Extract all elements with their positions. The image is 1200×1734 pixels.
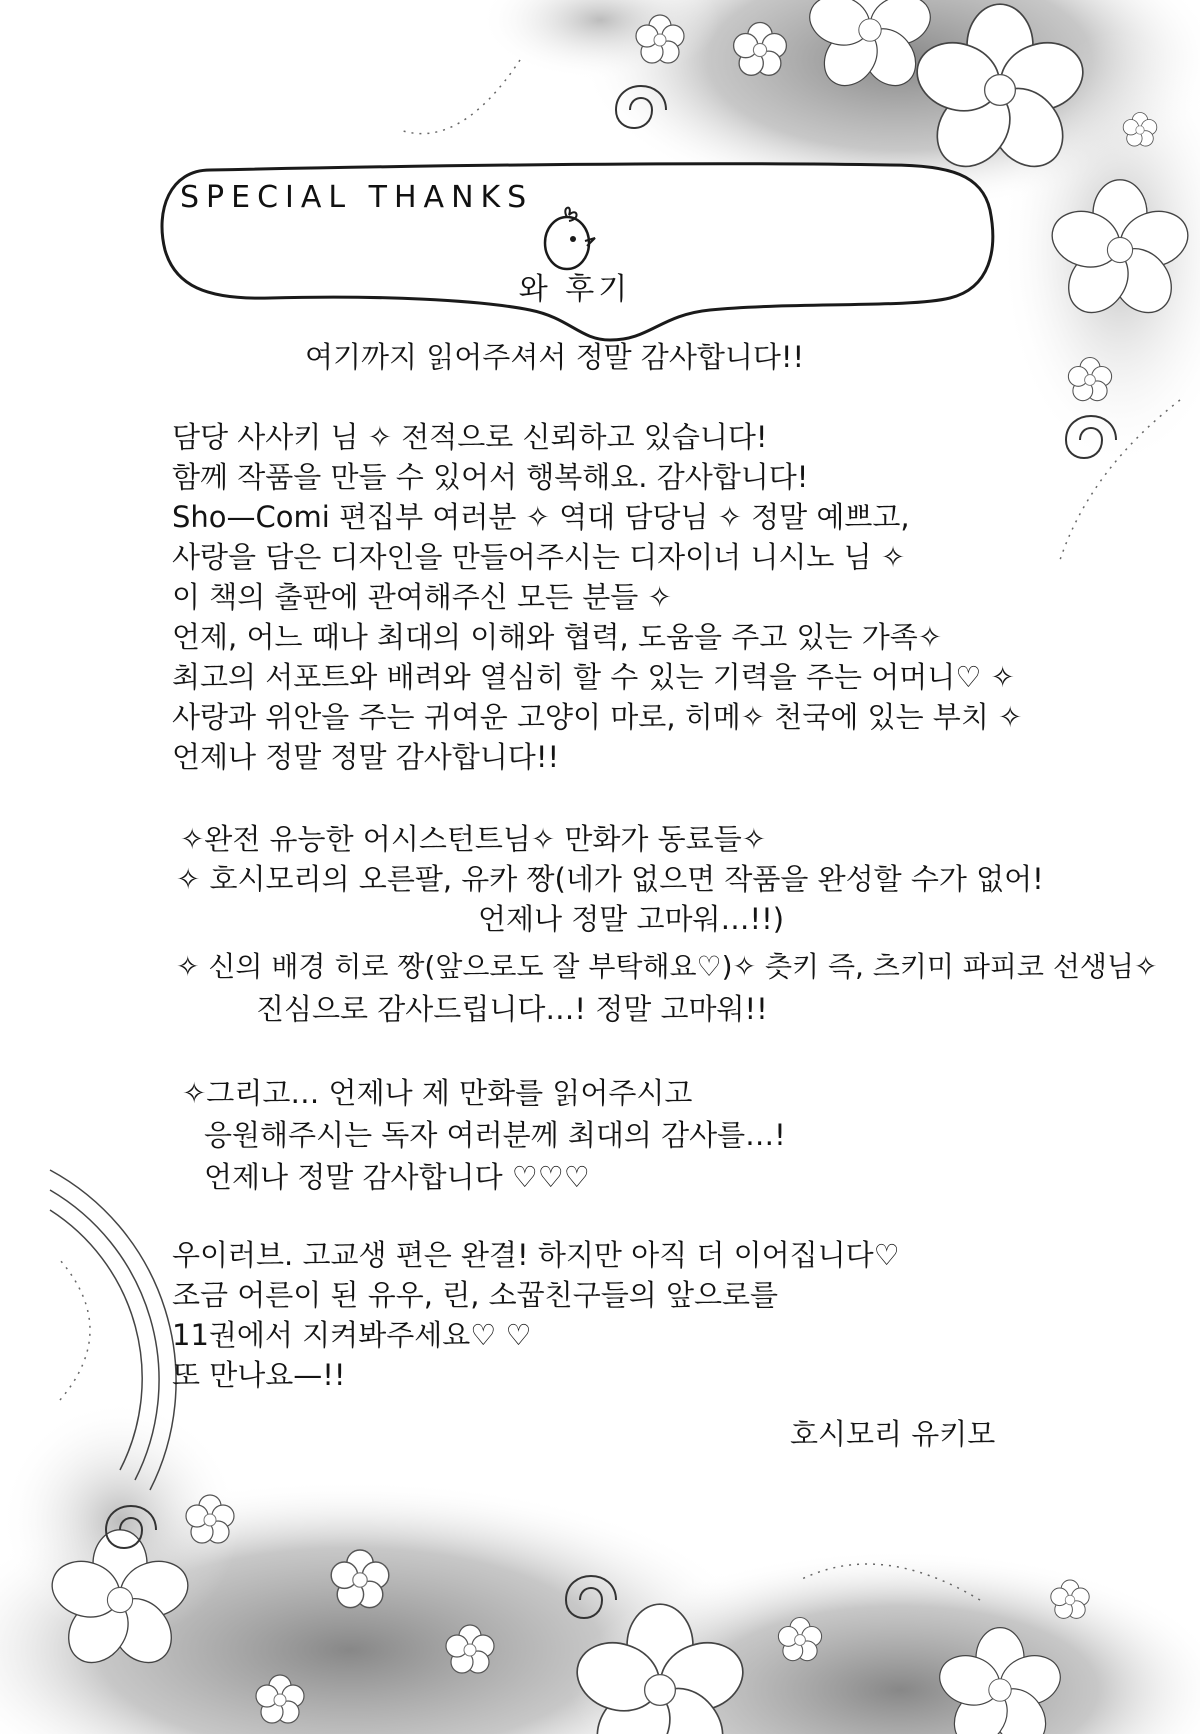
page-title: SPECIAL THANKS [180, 180, 534, 215]
text-line: Sho—Comi 편집부 여러분 ✧ 역대 담당님 ✧ 정말 예쁘고, [172, 500, 910, 534]
text-line: 응원해주시는 독자 여러분께 최대의 감사를…! [204, 1118, 786, 1152]
text-line: 또 만나요—!! [172, 1358, 346, 1392]
text-line: 11권에서 지켜봐주세요♡ ♡ [172, 1318, 532, 1352]
text-line: ✧ 신의 배경 히로 짱(앞으로도 잘 부탁해요♡)✧ 츳키 즉, 츠키미 파피코 선생님✧ [176, 950, 1158, 983]
text-line: ✧ 호시모리의 오른팔, 유카 짱(네가 없으면 작품을 완성할 수가 없어! [176, 862, 1044, 896]
text-line: 언제, 어느 때나 최대의 이해와 협력, 도움을 주고 있는 가족✧ [172, 620, 943, 654]
text-line: 함께 작품을 만들 수 있어서 행복해요. 감사합니다! [172, 460, 809, 494]
text-line: 담당 사사키 님 ✧ 전적으로 신뢰하고 있습니다! [172, 420, 768, 454]
author-signature: 호시모리 유키모 [790, 1417, 996, 1451]
text-line: 이 책의 출판에 관여해주신 모든 분들 ✧ [172, 580, 672, 614]
text-line: 언제나 정말 정말 감사합니다!! [172, 740, 560, 774]
text-line: 사랑과 위안을 주는 귀여운 고양이 마로, 히메✧ 천국에 있는 부치 ✧ [172, 700, 1023, 734]
text-line: 사랑을 담은 디자인을 만들어주시는 디자이너 니시노 님 ✧ [172, 540, 906, 574]
text-line: 조금 어른이 된 유우, 린, 소꿉친구들의 앞으로를 [172, 1278, 779, 1312]
text-line: 언제나 정말 고마워…!!) [478, 902, 785, 936]
intro-text: 여기까지 읽어주셔서 정말 감사합니다!! [305, 340, 805, 374]
text-line: 우이러브. 고교생 편은 완결! 하지만 아직 더 이어집니다♡ [172, 1238, 900, 1272]
text-line: 언제나 정말 감사합니다 ♡♡♡ [204, 1160, 590, 1194]
text-line: 진심으로 감사드립니다…! 정말 고마워!! [256, 992, 768, 1026]
page-subtitle: 와 후기 [518, 272, 632, 307]
text-line: 최고의 서포트와 배려와 열심히 할 수 있는 기력을 주는 어머니♡ ✧ [172, 660, 1015, 694]
title-bubble [150, 150, 1000, 350]
text-line: ✧완전 유능한 어시스턴트님✧ 만화가 동료들✧ [180, 822, 767, 856]
text-line: ✧그리고… 언제나 제 만화를 읽어주시고 [182, 1076, 693, 1110]
